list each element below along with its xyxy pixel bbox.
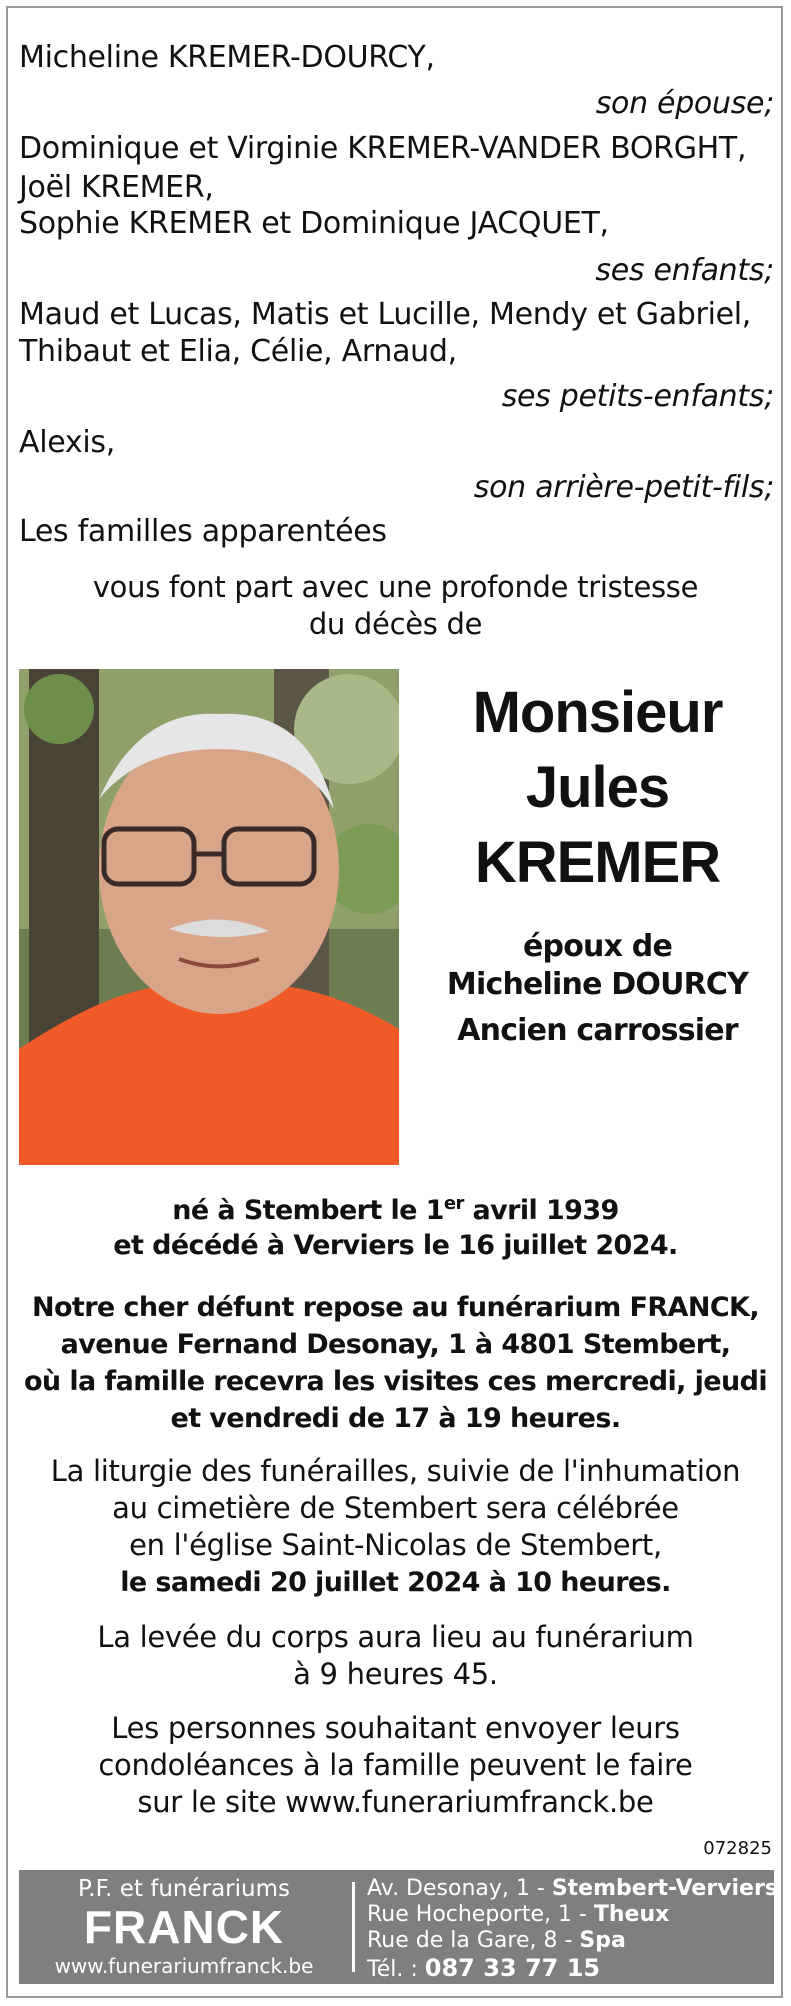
announce-line: vous font part avec une profonde tristesse <box>92 570 699 604</box>
liturgy-line: La liturgie des funérailles, suivie de l'inhumation <box>50 1454 741 1488</box>
family-line: Les familles apparentées <box>19 514 387 549</box>
portrait-photo <box>19 669 399 1165</box>
footer-address <box>367 1876 778 1901</box>
birth-sup: er <box>443 1193 464 1214</box>
deceased-first-name: Jules <box>525 755 670 820</box>
footer-address <box>367 1928 626 1953</box>
family-line: Thibaut et Elia, Célie, Arnaud, <box>19 334 457 369</box>
family-role: son arrière-petit-fils; <box>473 470 774 505</box>
family-line: Maud et Lucas, Matis et Lucille, Mendy et Gabriel, <box>19 297 752 332</box>
rest-line: et vendredi de 17 à 19 heures. <box>170 1403 621 1434</box>
footer-banner <box>19 1870 778 1984</box>
birth-line <box>0 1193 791 1226</box>
family-line: Dominique et Virginie KREMER-VANDER BORGHT, <box>19 131 747 166</box>
liturgy-line: en l'église Saint-Nicolas de Stembert, <box>129 1528 662 1562</box>
family-line: Sophie KREMER et Dominique JACQUET, <box>19 206 609 241</box>
death-line: et décédé à Verviers le 16 juillet 2024. <box>113 1230 678 1261</box>
liturgy-line: au cimetière de Stembert sera célébrée <box>112 1491 679 1525</box>
footer-brand: FRANCK <box>83 1901 285 1953</box>
profession: Ancien carrossier <box>457 1013 738 1048</box>
phone-label: Tél. : <box>367 1957 425 1982</box>
birth-year: avril 1939 <box>463 1195 619 1226</box>
footer-divider <box>352 1882 355 1972</box>
deceased-last-name: KREMER <box>474 830 721 895</box>
spouse-name: Micheline DOURCY <box>446 967 749 1002</box>
deceased-title: Monsieur <box>472 680 723 745</box>
announce-line: du décès de <box>308 607 483 641</box>
family-line: Micheline KREMER-DOURCY, <box>19 40 435 75</box>
liturgy-line: le samedi 20 juillet 2024 à 10 heures. <box>120 1567 671 1598</box>
levee-line: La levée du corps aura lieu au funérarium <box>97 1620 694 1654</box>
address-city: Stembert-Verviers <box>551 1876 778 1901</box>
rest-line: où la famille recevra les visites ces mercredi, jeudi <box>23 1366 767 1397</box>
address-street: Rue Hocheporte, 1 - <box>367 1902 594 1927</box>
footer-phone <box>367 1954 600 1982</box>
rest-line: Notre cher défunt repose au funérarium FRANCK, <box>31 1292 760 1323</box>
phone-number[interactable]: 087 33 77 15 <box>424 1954 601 1982</box>
spouse-label: époux de <box>522 929 672 964</box>
footer-site[interactable]: www.funerariumfranck.be <box>54 1954 314 1978</box>
levee-line: à 9 heures 45. <box>293 1657 498 1691</box>
address-city: Theux <box>593 1902 670 1927</box>
condolences-line: condoléances à la famille peuvent le faire <box>98 1748 693 1782</box>
address-street: Av. Desonay, 1 - <box>367 1876 552 1901</box>
birth-text: né à Stembert le 1 <box>172 1195 444 1226</box>
rest-line: avenue Fernand Desonay, 1 à 4801 Stembert, <box>60 1329 731 1360</box>
footer-address <box>367 1902 669 1927</box>
footer-pf: P.F. et funérariums <box>78 1876 290 1902</box>
name-block <box>420 675 775 1050</box>
reference-number: 072825 <box>703 1838 772 1859</box>
condolences-line: sur le site www.funerariumfranck.be <box>137 1785 654 1819</box>
address-street: Rue de la Gare, 8 - <box>367 1928 580 1953</box>
family-role: ses enfants; <box>595 253 774 288</box>
family-role: ses petits-enfants; <box>501 379 774 414</box>
address-city: Spa <box>579 1928 626 1953</box>
condolences-line: Les personnes souhaitant envoyer leurs <box>111 1711 680 1745</box>
family-line: Joël KREMER, <box>19 170 214 205</box>
family-line: Alexis, <box>19 425 115 460</box>
family-role: son épouse; <box>595 86 774 121</box>
